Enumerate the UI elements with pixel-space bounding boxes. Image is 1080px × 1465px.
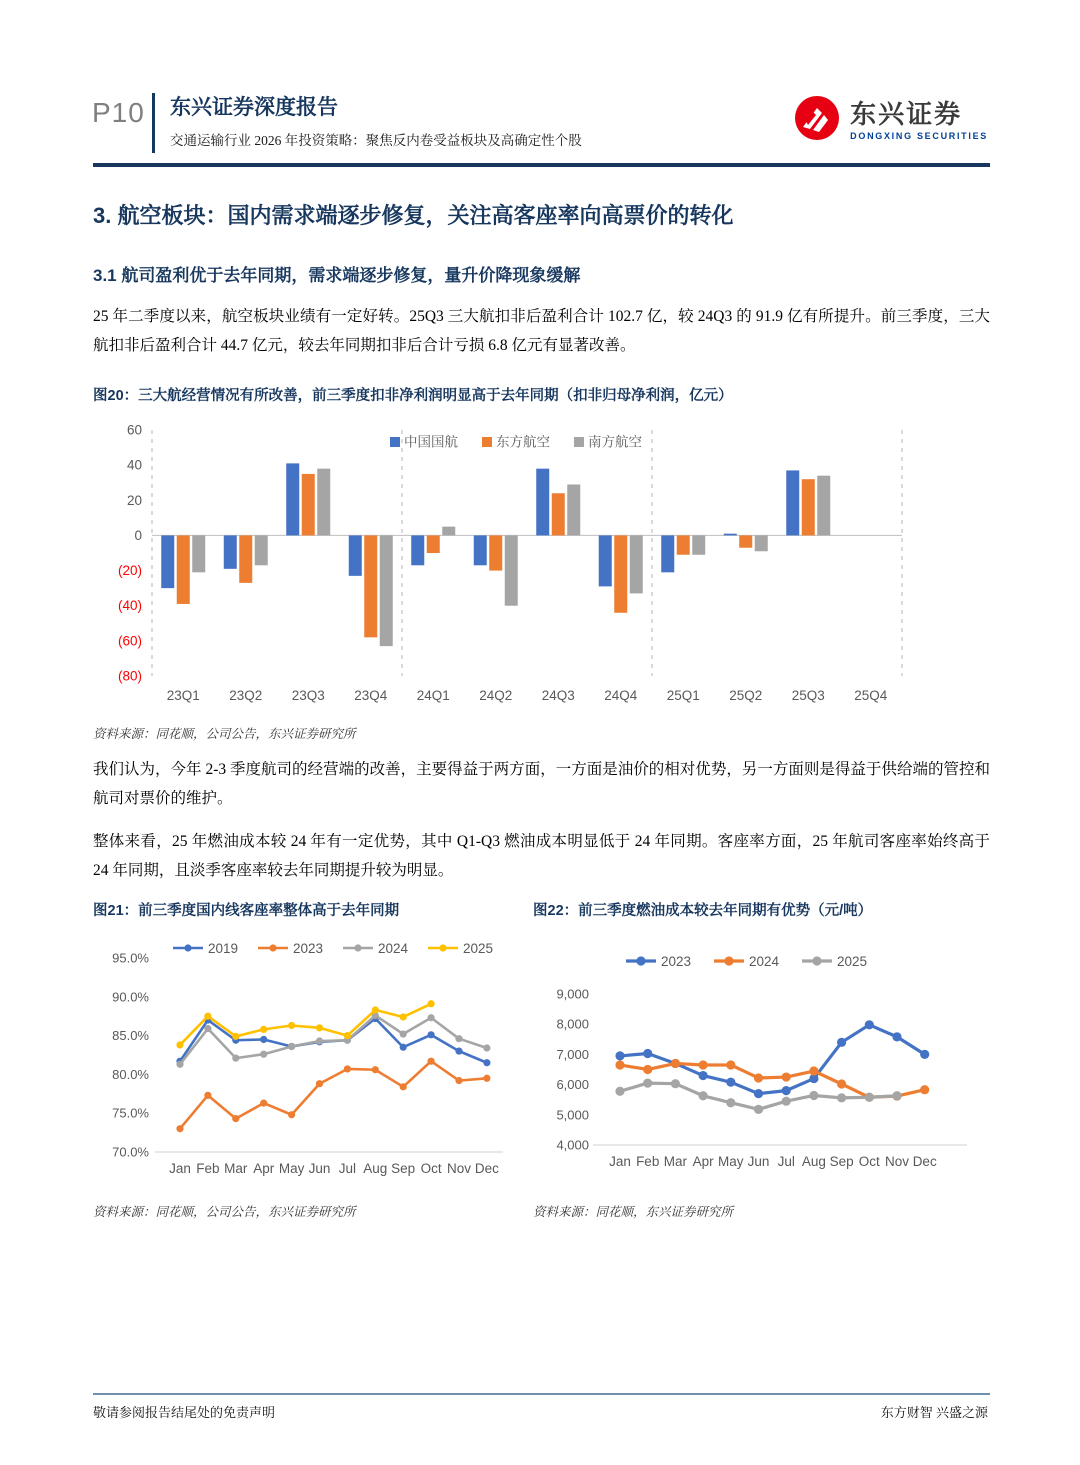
point-2025 <box>344 1032 351 1039</box>
x-tick-label: Apr <box>692 1154 714 1169</box>
point-2024 <box>671 1059 680 1068</box>
x-tick-label: Aug <box>363 1161 388 1176</box>
point-2025 <box>316 1024 323 1031</box>
paragraph-2: 我们认为，今年 2-3 季度航司的经营端的改善，主要得益于两方面，一方面是油价的相对优势，另一方面则是得益于供给端的管控和航司对票价的维护。 <box>93 761 990 807</box>
figure20-title: 图20：三大航经营情况有所改善，前三季度扣非净利润明显高于去年同期（扣非归母净利润，亿元） <box>93 388 733 404</box>
legend-label: 2025 <box>463 941 494 956</box>
page-number: P10 <box>92 97 145 128</box>
header-rule <box>93 163 990 167</box>
legend-label: 中国国航 <box>404 434 458 450</box>
x-tick-label: 24Q3 <box>541 688 575 703</box>
legend-marker <box>439 944 446 951</box>
point-2024 <box>260 1051 267 1058</box>
footer-slogan: 东方财智 兴盛之源 <box>880 1405 988 1420</box>
logo-text-cn: 东兴证券 <box>850 98 963 129</box>
bar-南方航空-23Q4 <box>380 535 393 646</box>
point-2023 <box>865 1020 874 1029</box>
point-2019 <box>483 1059 490 1066</box>
point-2025 <box>288 1022 295 1029</box>
figure21-source: 资料来源：同花顺，公司公告，东兴证券研究所 <box>93 1205 356 1219</box>
y-tick-label: 20 <box>126 492 142 508</box>
bar-南方航空-24Q4 <box>630 535 643 593</box>
bar-中国国航-23Q1 <box>161 535 174 588</box>
point-2025 <box>232 1033 239 1040</box>
report-subtitle: 交通运输行业 2026 年投资策略：聚焦反内卷受益板块及高确定性个股 <box>170 133 582 148</box>
point-2023 <box>754 1089 763 1098</box>
point-2024 <box>754 1073 763 1082</box>
bar-东方航空-25Q2 <box>739 535 752 547</box>
y-tick-label: 80.0% <box>112 1066 149 1082</box>
x-tick-label: Oct <box>420 1161 442 1176</box>
bar-中国国航-24Q2 <box>474 535 487 565</box>
point-2023 <box>316 1080 323 1087</box>
y-tick-label: (20) <box>117 563 142 579</box>
x-tick-label: 24Q1 <box>416 688 450 703</box>
y-tick-label: 75.0% <box>112 1105 149 1121</box>
paragraph-1: 25 年二季度以来，航空板块业绩有一定好转。25Q3 三大航扣非后盈利合计 102.7 亿，较 24Q3 的 91.9 亿有所提升。前三季度，三大航扣非后盈利合计 44.7 亿元，较去年同期扣非后合计亏损 6.8 亿元有显著改善。 <box>93 308 990 354</box>
x-tick-label: Feb <box>196 1161 220 1176</box>
bar-南方航空-23Q3 <box>317 469 330 536</box>
legend-label: 南方航空 <box>588 434 642 450</box>
point-2025 <box>782 1097 791 1106</box>
bar-南方航空-25Q1 <box>692 535 705 554</box>
bar-东方航空-25Q3 <box>802 479 815 535</box>
paragraph-3: 整体来看，25 年燃油成本较 24 年有一定优势，其中 Q1-Q3 燃油成本明显低于 24 年同期。客座率方面，25 年航司客座率始终高于 24 年同期，且淡季客座率较去年同期提升较为明显。 <box>93 833 990 879</box>
x-tick-label: 24Q4 <box>604 688 638 703</box>
legend-marker <box>812 956 821 965</box>
point-2024 <box>232 1055 239 1062</box>
y-tick-label: 90.0% <box>112 989 149 1005</box>
point-2023 <box>615 1051 624 1060</box>
x-tick-label: Jan <box>169 1161 191 1176</box>
point-2023 <box>782 1086 791 1095</box>
point-2024 <box>643 1065 652 1074</box>
bar-中国国航-23Q3 <box>286 463 299 535</box>
x-tick-label: Jun <box>308 1161 331 1176</box>
legend-label: 2025 <box>837 954 868 969</box>
point-2025 <box>726 1098 735 1107</box>
footer-rule <box>93 1393 990 1395</box>
x-tick-label: Sep <box>391 1161 416 1176</box>
point-2025 <box>754 1105 763 1114</box>
bar-东方航空-24Q3 <box>552 493 565 535</box>
dongxing-logo <box>793 94 988 147</box>
point-2025 <box>837 1093 846 1102</box>
x-tick-label: 25Q2 <box>729 688 763 703</box>
point-2023 <box>288 1111 295 1118</box>
x-tick-label: Jul <box>777 1154 795 1169</box>
x-tick-label: Feb <box>636 1154 660 1169</box>
y-tick-label: 8,000 <box>556 1016 589 1032</box>
y-tick-label: (40) <box>117 598 142 614</box>
point-2024 <box>204 1025 211 1032</box>
point-2023 <box>204 1092 211 1099</box>
legend-label: 2023 <box>293 941 324 956</box>
legend-marker <box>354 944 361 951</box>
figure20-bar-chart <box>90 418 1000 718</box>
bar-南方航空-25Q2 <box>755 535 768 551</box>
point-2024 <box>455 1035 462 1042</box>
point-2023 <box>920 1050 929 1059</box>
point-2024 <box>316 1037 323 1044</box>
point-2025 <box>428 1000 435 1007</box>
x-tick-label: 24Q2 <box>479 688 513 703</box>
x-tick-label: Nov <box>884 1154 910 1169</box>
x-tick-label: Mar <box>663 1154 688 1169</box>
point-2025 <box>699 1091 708 1100</box>
point-2023 <box>232 1115 239 1122</box>
bar-东方航空-23Q1 <box>177 535 190 604</box>
x-tick-label: Sep <box>829 1154 854 1169</box>
bar-中国国航-25Q3 <box>786 470 799 535</box>
bar-中国国航-24Q1 <box>411 535 424 565</box>
x-tick-label: Aug <box>801 1154 826 1169</box>
bar-东方航空-23Q3 <box>302 474 315 536</box>
logo-text-en: DONGXING SECURITIES <box>850 130 988 141</box>
x-tick-label: Jul <box>338 1161 357 1176</box>
point-2019 <box>428 1031 435 1038</box>
figure21-line-chart <box>93 928 523 1190</box>
footer-disclaimer: 敬请参阅报告结尾处的免责声明 <box>93 1405 276 1420</box>
point-2023 <box>837 1038 846 1047</box>
x-tick-label: May <box>718 1154 744 1169</box>
bar-中国国航-23Q4 <box>349 535 362 575</box>
bar-南方航空-24Q3 <box>567 484 580 535</box>
y-tick-label: 0 <box>134 527 142 543</box>
x-tick-label: 25Q1 <box>666 688 700 703</box>
point-2024 <box>726 1060 735 1069</box>
point-2025 <box>892 1091 901 1100</box>
bar-东方航空-23Q4 <box>364 535 377 637</box>
point-2024 <box>782 1072 791 1081</box>
point-2023 <box>455 1077 462 1084</box>
bar-中国国航-25Q1 <box>661 535 674 572</box>
point-2025 <box>260 1026 267 1033</box>
x-tick-label: 23Q2 <box>229 688 263 703</box>
y-tick-label: 6,000 <box>556 1077 589 1093</box>
point-2023 <box>344 1065 351 1072</box>
point-2024 <box>428 1014 435 1021</box>
y-tick-label: (80) <box>117 668 142 684</box>
point-2024 <box>288 1043 295 1050</box>
point-2025 <box>372 1006 379 1013</box>
figure20-source: 资料来源：同花顺，公司公告，东兴证券研究所 <box>93 727 356 741</box>
point-2023 <box>400 1083 407 1090</box>
subsection-heading: 3.1 航司盈利优于去年同期，需求端逐步修复，量升价降现象缓解 <box>93 266 581 285</box>
legend-label: 东方航空 <box>496 434 550 450</box>
point-2024 <box>837 1079 846 1088</box>
bar-东方航空-23Q2 <box>239 535 252 582</box>
bar-东方航空-25Q1 <box>677 535 690 554</box>
point-2025 <box>400 1013 407 1020</box>
legend-marker <box>184 944 191 951</box>
legend-swatch <box>390 437 400 447</box>
point-2023 <box>372 1066 379 1073</box>
bar-南方航空-23Q2 <box>255 535 268 565</box>
point-2025 <box>643 1078 652 1087</box>
bar-南方航空-24Q1 <box>442 527 455 536</box>
y-tick-label: 9,000 <box>556 986 589 1002</box>
legend-swatch <box>574 437 584 447</box>
x-tick-label: Mar <box>224 1161 248 1176</box>
bar-东方航空-24Q2 <box>489 535 502 570</box>
point-2019 <box>260 1036 267 1043</box>
section-heading: 3. 航空板块：国内需求端逐步修复，关注高客座率向高票价的转化 <box>93 203 734 228</box>
point-2025 <box>615 1087 624 1096</box>
x-tick-label: 23Q3 <box>291 688 325 703</box>
point-2025 <box>865 1093 874 1102</box>
bar-东方航空-24Q4 <box>614 535 627 612</box>
point-2025 <box>809 1091 818 1100</box>
point-2023 <box>483 1075 490 1082</box>
legend-label: 2024 <box>749 954 780 969</box>
figure22-source: 资料来源：同花顺，东兴证券研究所 <box>533 1205 734 1219</box>
point-2025 <box>204 1013 211 1020</box>
bar-南方航空-24Q2 <box>505 535 518 605</box>
x-tick-label: Dec <box>912 1154 937 1169</box>
bar-中国国航-24Q4 <box>599 535 612 586</box>
bar-东方航空-24Q1 <box>427 535 440 553</box>
figure21-title: 图21：前三季度国内线客座率整体高于去年同期 <box>93 903 400 919</box>
x-tick-label: May <box>278 1161 305 1176</box>
figure22-title: 图22：前三季度燃油成本较去年同期有优势（元/吨） <box>533 903 873 919</box>
point-2023 <box>699 1071 708 1080</box>
bar-南方航空-23Q1 <box>192 535 205 572</box>
point-2023 <box>892 1032 901 1041</box>
point-2024 <box>400 1030 407 1037</box>
legend-label: 2019 <box>208 941 239 956</box>
line-2023 <box>180 1061 487 1129</box>
x-tick-label: 23Q4 <box>354 688 388 703</box>
x-tick-label: 25Q3 <box>791 688 825 703</box>
y-tick-label: (60) <box>117 633 142 649</box>
x-tick-label: Nov <box>446 1161 472 1176</box>
point-2023 <box>726 1078 735 1087</box>
point-2024 <box>920 1085 929 1094</box>
x-tick-label: 23Q1 <box>166 688 200 703</box>
y-tick-label: 95.0% <box>112 950 149 966</box>
point-2023 <box>643 1049 652 1058</box>
legend-marker <box>724 956 733 965</box>
report-series-title: 东兴证券深度报告 <box>170 96 338 119</box>
point-2025 <box>176 1041 183 1048</box>
y-tick-label: 40 <box>126 457 142 473</box>
x-tick-label: 25Q4 <box>854 688 888 703</box>
y-tick-label: 85.0% <box>112 1028 149 1044</box>
x-tick-label: Oct <box>858 1154 880 1169</box>
x-tick-label: Jun <box>747 1154 770 1169</box>
bar-南方航空-25Q3 <box>817 476 830 536</box>
x-tick-label: Apr <box>253 1161 275 1176</box>
point-2019 <box>455 1048 462 1055</box>
point-2023 <box>176 1125 183 1132</box>
bar-中国国航-23Q2 <box>224 535 237 568</box>
y-tick-label: 60 <box>126 422 142 438</box>
y-tick-label: 5,000 <box>556 1107 589 1123</box>
dongxing-logo-icon <box>793 94 841 147</box>
point-2024 <box>615 1060 624 1069</box>
point-2023 <box>428 1058 435 1065</box>
y-tick-label: 7,000 <box>556 1046 589 1062</box>
point-2024 <box>809 1066 818 1075</box>
header-divider <box>152 93 155 153</box>
y-tick-label: 70.0% <box>112 1144 149 1160</box>
legend-marker <box>269 944 276 951</box>
bar-中国国航-24Q3 <box>536 469 549 536</box>
legend-label: 2024 <box>378 941 409 956</box>
point-2023 <box>260 1100 267 1107</box>
legend-label: 2023 <box>661 954 692 969</box>
x-tick-label: Jan <box>609 1154 631 1169</box>
point-2019 <box>400 1044 407 1051</box>
bar-中国国航-25Q2 <box>724 534 737 536</box>
point-2024 <box>176 1061 183 1068</box>
x-tick-label: Dec <box>474 1161 499 1176</box>
point-2025 <box>671 1079 680 1088</box>
point-2024 <box>699 1060 708 1069</box>
legend-marker <box>636 956 645 965</box>
legend-swatch <box>482 437 492 447</box>
point-2024 <box>483 1044 490 1051</box>
y-tick-label: 4,000 <box>556 1137 589 1153</box>
figure22-line-chart <box>533 928 993 1190</box>
